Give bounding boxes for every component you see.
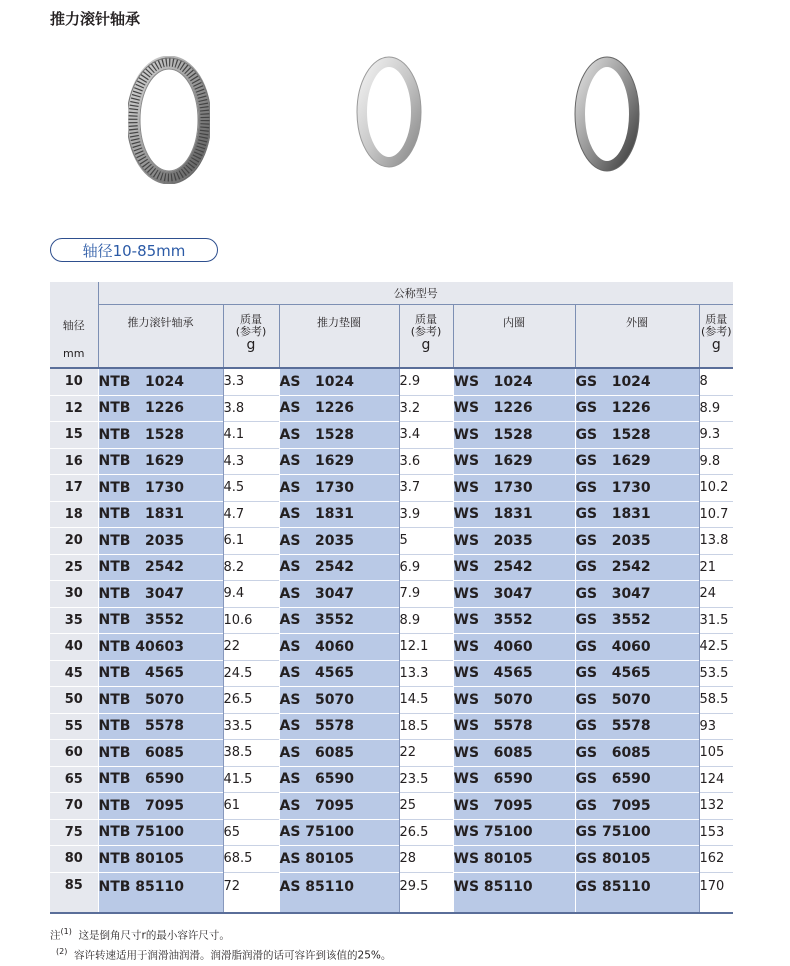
bore-cell: 30 bbox=[50, 581, 98, 608]
as-model-cell: AS 3552 bbox=[279, 607, 399, 634]
as-mass-cell: 26.5 bbox=[399, 819, 453, 846]
table-row bbox=[50, 687, 733, 714]
gs-mass-cell: 10.2 bbox=[699, 475, 733, 502]
as-model-cell: AS 5070 bbox=[279, 687, 399, 714]
shaft-range-badge: 轴径10-85mm bbox=[50, 238, 218, 262]
ntb-model-cell: NTB 1730 bbox=[98, 475, 223, 502]
gs-mass-cell: 8.9 bbox=[699, 395, 733, 422]
as-mass-cell: 13.3 bbox=[399, 660, 453, 687]
bore-cell: 80 bbox=[50, 846, 98, 873]
ntb-model-cell: NTB 85110 bbox=[98, 872, 223, 913]
ntb-mass-cell: 41.5 bbox=[223, 766, 279, 793]
ws-model-cell: WS 1528 bbox=[453, 422, 575, 449]
gs-model-cell: GS 3047 bbox=[575, 581, 699, 608]
gs-mass-cell: 10.7 bbox=[699, 501, 733, 528]
ws-model-cell: WS 6590 bbox=[453, 766, 575, 793]
ws-model-cell: WS 1226 bbox=[453, 395, 575, 422]
as-model-cell: AS 1831 bbox=[279, 501, 399, 528]
table-row bbox=[50, 554, 733, 581]
axis-label: 轴径 bbox=[62, 319, 85, 332]
as-mass-cell: 12.1 bbox=[399, 634, 453, 661]
gs-mass-cell: 170 bbox=[699, 872, 733, 913]
as-model-cell: AS 6590 bbox=[279, 766, 399, 793]
ntb-model-cell: NTB 80105 bbox=[98, 846, 223, 873]
as-model-cell: AS 75100 bbox=[279, 819, 399, 846]
as-mass-cell: 3.6 bbox=[399, 448, 453, 475]
as-mass-cell: 3.2 bbox=[399, 395, 453, 422]
table-row bbox=[50, 607, 733, 634]
as-model-cell: AS 2542 bbox=[279, 554, 399, 581]
as-mass-cell: 29.5 bbox=[399, 872, 453, 913]
ws-model-cell: WS 3552 bbox=[453, 607, 575, 634]
as-mass-cell: 5 bbox=[399, 528, 453, 555]
bore-cell: 35 bbox=[50, 607, 98, 634]
col-header-ntb: 推力滚针轴承 bbox=[98, 305, 223, 369]
as-mass-cell: 23.5 bbox=[399, 766, 453, 793]
bore-cell: 15 bbox=[50, 422, 98, 449]
ntb-mass-cell: 4.1 bbox=[223, 422, 279, 449]
ntb-model-cell: NTB 3047 bbox=[98, 581, 223, 608]
ws-model-cell: WS 5578 bbox=[453, 713, 575, 740]
table-row bbox=[50, 713, 733, 740]
ntb-mass-cell: 3.8 bbox=[223, 395, 279, 422]
ws-model-cell: WS 4060 bbox=[453, 634, 575, 661]
ntb-model-cell: NTB 1528 bbox=[98, 422, 223, 449]
bore-cell: 55 bbox=[50, 713, 98, 740]
gs-model-cell: GS 1024 bbox=[575, 368, 699, 395]
outer-ring-image bbox=[574, 56, 640, 172]
ntb-mass-cell: 38.5 bbox=[223, 740, 279, 767]
ws-model-cell: WS 80105 bbox=[453, 846, 575, 873]
ws-model-cell: WS 5070 bbox=[453, 687, 575, 714]
gs-mass-cell: 58.5 bbox=[699, 687, 733, 714]
gs-model-cell: GS 7095 bbox=[575, 793, 699, 820]
ntb-model-cell: NTB 40603 bbox=[98, 634, 223, 661]
as-model-cell: AS 4565 bbox=[279, 660, 399, 687]
bore-cell: 16 bbox=[50, 448, 98, 475]
gs-model-cell: GS 4060 bbox=[575, 634, 699, 661]
ntb-model-cell: NTB 1024 bbox=[98, 368, 223, 395]
as-mass-cell: 14.5 bbox=[399, 687, 453, 714]
ntb-mass-cell: 4.3 bbox=[223, 448, 279, 475]
as-mass-cell: 2.9 bbox=[399, 368, 453, 395]
table-row bbox=[50, 846, 733, 873]
footnotes bbox=[50, 924, 391, 963]
ntb-model-cell: NTB 7095 bbox=[98, 793, 223, 820]
bore-cell: 45 bbox=[50, 660, 98, 687]
as-model-cell: AS 80105 bbox=[279, 846, 399, 873]
as-model-cell: AS 7095 bbox=[279, 793, 399, 820]
table-row bbox=[50, 581, 733, 608]
axis-header bbox=[50, 282, 98, 368]
gs-mass-cell: 13.8 bbox=[699, 528, 733, 555]
table-row bbox=[50, 422, 733, 449]
as-mass-cell: 6.9 bbox=[399, 554, 453, 581]
bore-cell: 25 bbox=[50, 554, 98, 581]
gs-model-cell: GS 1831 bbox=[575, 501, 699, 528]
gs-model-cell: GS 4565 bbox=[575, 660, 699, 687]
table-row bbox=[50, 740, 733, 767]
bearing-images bbox=[0, 56, 790, 186]
ws-model-cell: WS 1024 bbox=[453, 368, 575, 395]
gs-mass-cell: 8 bbox=[699, 368, 733, 395]
gs-mass-cell: 132 bbox=[699, 793, 733, 820]
ws-model-cell: WS 3047 bbox=[453, 581, 575, 608]
ntb-mass-cell: 4.7 bbox=[223, 501, 279, 528]
as-mass-cell: 7.9 bbox=[399, 581, 453, 608]
gs-model-cell: GS 5070 bbox=[575, 687, 699, 714]
ntb-mass-cell: 8.2 bbox=[223, 554, 279, 581]
bore-cell: 50 bbox=[50, 687, 98, 714]
thrust-needle-bearing-image bbox=[128, 56, 210, 184]
bore-cell: 20 bbox=[50, 528, 98, 555]
col-header-gs-mass: 质量 (参考) g bbox=[699, 305, 733, 369]
gs-model-cell: GS 1226 bbox=[575, 395, 699, 422]
ntb-mass-cell: 33.5 bbox=[223, 713, 279, 740]
ntb-mass-cell: 24.5 bbox=[223, 660, 279, 687]
bore-cell: 12 bbox=[50, 395, 98, 422]
bore-cell: 40 bbox=[50, 634, 98, 661]
as-model-cell: AS 1528 bbox=[279, 422, 399, 449]
as-model-cell: AS 3047 bbox=[279, 581, 399, 608]
gs-mass-cell: 93 bbox=[699, 713, 733, 740]
gs-model-cell: GS 3552 bbox=[575, 607, 699, 634]
gs-model-cell: GS 6085 bbox=[575, 740, 699, 767]
ntb-model-cell: NTB 3552 bbox=[98, 607, 223, 634]
as-model-cell: AS 2035 bbox=[279, 528, 399, 555]
ntb-model-cell: NTB 2035 bbox=[98, 528, 223, 555]
as-mass-cell: 3.9 bbox=[399, 501, 453, 528]
ntb-mass-cell: 10.6 bbox=[223, 607, 279, 634]
gs-model-cell: GS 1629 bbox=[575, 448, 699, 475]
as-model-cell: AS 85110 bbox=[279, 872, 399, 913]
ws-model-cell: WS 85110 bbox=[453, 872, 575, 913]
table-row bbox=[50, 475, 733, 502]
gs-mass-cell: 9.8 bbox=[699, 448, 733, 475]
page-title: 推力滚针轴承 bbox=[50, 10, 141, 28]
table-row bbox=[50, 368, 733, 395]
gs-mass-cell: 162 bbox=[699, 846, 733, 873]
bore-cell: 85 bbox=[50, 872, 98, 913]
group-header: 公称型号 bbox=[98, 282, 733, 305]
bore-cell: 17 bbox=[50, 475, 98, 502]
gs-mass-cell: 24 bbox=[699, 581, 733, 608]
thrust-washer-image bbox=[356, 56, 422, 168]
gs-mass-cell: 42.5 bbox=[699, 634, 733, 661]
gs-model-cell: GS 5578 bbox=[575, 713, 699, 740]
ws-model-cell: WS 2035 bbox=[453, 528, 575, 555]
ntb-mass-cell: 26.5 bbox=[223, 687, 279, 714]
gs-mass-cell: 105 bbox=[699, 740, 733, 767]
bore-cell: 60 bbox=[50, 740, 98, 767]
spec-table bbox=[50, 282, 733, 914]
ntb-mass-cell: 6.1 bbox=[223, 528, 279, 555]
ntb-model-cell: NTB 4565 bbox=[98, 660, 223, 687]
ntb-mass-cell: 9.4 bbox=[223, 581, 279, 608]
bore-cell: 18 bbox=[50, 501, 98, 528]
ntb-model-cell: NTB 75100 bbox=[98, 819, 223, 846]
ntb-mass-cell: 61 bbox=[223, 793, 279, 820]
ws-model-cell: WS 7095 bbox=[453, 793, 575, 820]
footnote-1: 注$^{(1)}$ 这是倒角尺寸r的最小容许尺寸。 bbox=[50, 927, 230, 942]
ws-model-cell: WS 75100 bbox=[453, 819, 575, 846]
gs-mass-cell: 124 bbox=[699, 766, 733, 793]
as-mass-cell: 3.4 bbox=[399, 422, 453, 449]
ws-model-cell: WS 1629 bbox=[453, 448, 575, 475]
as-model-cell: AS 6085 bbox=[279, 740, 399, 767]
table-row bbox=[50, 872, 733, 913]
as-mass-cell: 22 bbox=[399, 740, 453, 767]
ntb-mass-cell: 22 bbox=[223, 634, 279, 661]
ws-model-cell: WS 1831 bbox=[453, 501, 575, 528]
ntb-model-cell: NTB 6590 bbox=[98, 766, 223, 793]
bore-cell: 75 bbox=[50, 819, 98, 846]
footnote-2: $^{(2)}$ 容许转速适用于润滑油润滑。润滑脂润滑的话可容许到该值的25%。 bbox=[56, 946, 392, 961]
ntb-model-cell: NTB 5578 bbox=[98, 713, 223, 740]
ntb-mass-cell: 3.3 bbox=[223, 368, 279, 395]
ntb-mass-cell: 4.5 bbox=[223, 475, 279, 502]
ntb-model-cell: NTB 5070 bbox=[98, 687, 223, 714]
bore-cell: 70 bbox=[50, 793, 98, 820]
as-model-cell: AS 1730 bbox=[279, 475, 399, 502]
gs-model-cell: GS 2542 bbox=[575, 554, 699, 581]
table-row bbox=[50, 501, 733, 528]
ws-model-cell: WS 6085 bbox=[453, 740, 575, 767]
table-row bbox=[50, 793, 733, 820]
as-model-cell: AS 5578 bbox=[279, 713, 399, 740]
col-header-as-mass: 质量 (参考) g bbox=[399, 305, 453, 369]
as-mass-cell: 8.9 bbox=[399, 607, 453, 634]
table-row bbox=[50, 766, 733, 793]
ws-model-cell: WS 2542 bbox=[453, 554, 575, 581]
as-mass-cell: 28 bbox=[399, 846, 453, 873]
ntb-model-cell: NTB 6085 bbox=[98, 740, 223, 767]
ntb-mass-cell: 65 bbox=[223, 819, 279, 846]
gs-model-cell: GS 6590 bbox=[575, 766, 699, 793]
gs-mass-cell: 31.5 bbox=[699, 607, 733, 634]
col-header-ws: 内圈 bbox=[453, 305, 575, 369]
table-row bbox=[50, 819, 733, 846]
ntb-model-cell: NTB 1226 bbox=[98, 395, 223, 422]
bore-cell: 10 bbox=[50, 368, 98, 395]
table-row bbox=[50, 448, 733, 475]
table-row bbox=[50, 528, 733, 555]
col-header-ntb-mass: 质量 (参考) g bbox=[223, 305, 279, 369]
col-header-gs: 外圈 bbox=[575, 305, 699, 369]
ntb-model-cell: NTB 1629 bbox=[98, 448, 223, 475]
gs-model-cell: GS 1730 bbox=[575, 475, 699, 502]
gs-mass-cell: 9.3 bbox=[699, 422, 733, 449]
table-row bbox=[50, 634, 733, 661]
as-model-cell: AS 1024 bbox=[279, 368, 399, 395]
col-header-as: 推力垫圈 bbox=[279, 305, 399, 369]
table-row bbox=[50, 660, 733, 687]
ntb-model-cell: NTB 2542 bbox=[98, 554, 223, 581]
ntb-mass-cell: 68.5 bbox=[223, 846, 279, 873]
axis-unit: mm bbox=[63, 347, 85, 360]
bore-cell: 65 bbox=[50, 766, 98, 793]
as-model-cell: AS 4060 bbox=[279, 634, 399, 661]
ntb-mass-cell: 72 bbox=[223, 872, 279, 913]
gs-model-cell: GS 75100 bbox=[575, 819, 699, 846]
as-model-cell: AS 1226 bbox=[279, 395, 399, 422]
table-row bbox=[50, 395, 733, 422]
gs-model-cell: GS 2035 bbox=[575, 528, 699, 555]
as-model-cell: AS 1629 bbox=[279, 448, 399, 475]
gs-mass-cell: 53.5 bbox=[699, 660, 733, 687]
ntb-model-cell: NTB 1831 bbox=[98, 501, 223, 528]
as-mass-cell: 18.5 bbox=[399, 713, 453, 740]
as-mass-cell: 3.7 bbox=[399, 475, 453, 502]
as-mass-cell: 25 bbox=[399, 793, 453, 820]
gs-model-cell: GS 85110 bbox=[575, 872, 699, 913]
ws-model-cell: WS 4565 bbox=[453, 660, 575, 687]
gs-model-cell: GS 80105 bbox=[575, 846, 699, 873]
gs-mass-cell: 21 bbox=[699, 554, 733, 581]
gs-mass-cell: 153 bbox=[699, 819, 733, 846]
gs-model-cell: GS 1528 bbox=[575, 422, 699, 449]
ws-model-cell: WS 1730 bbox=[453, 475, 575, 502]
